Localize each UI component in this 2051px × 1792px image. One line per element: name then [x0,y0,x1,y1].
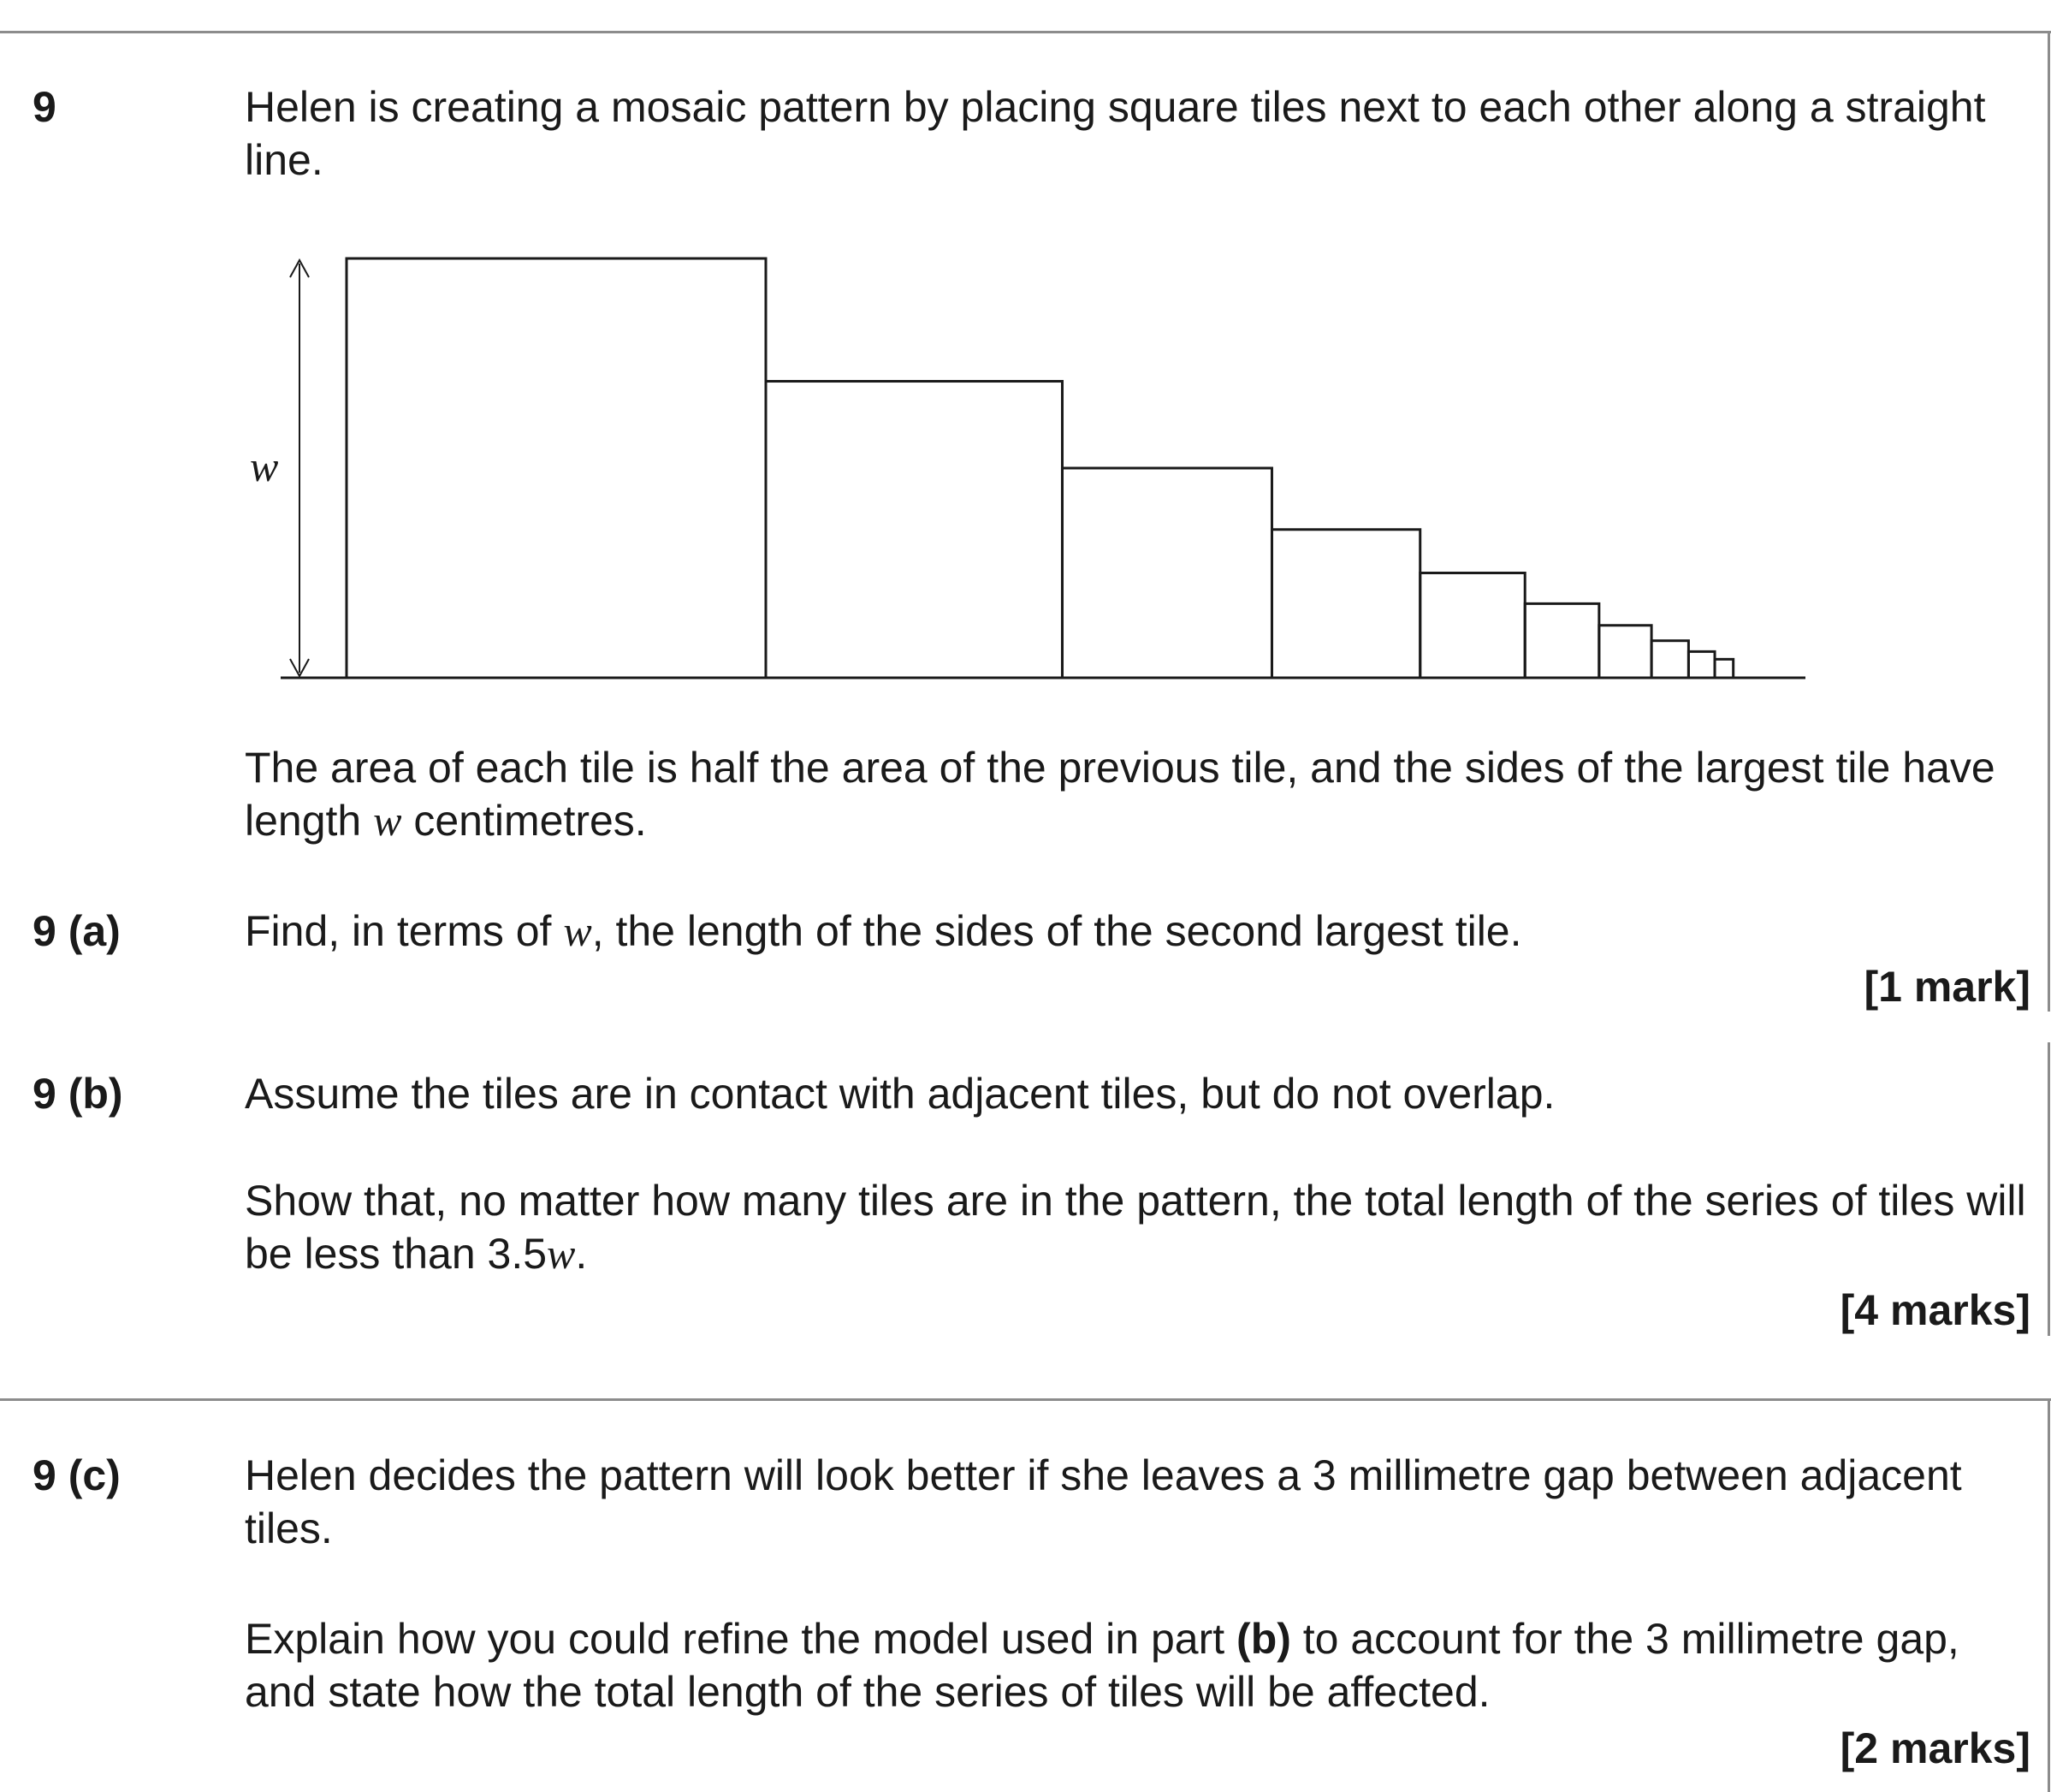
tile-info-text-b: centimetres. [401,797,647,845]
part-c-marks: [2 marks] [1840,1724,2030,1772]
part-a-text [245,905,2033,958]
tile-info-text-a: The area of each tile is half the area of the previous tile, and the sides of the largest tile have length [245,744,1995,845]
part-a-text-b: , the length of the sides of the second largest tile. [591,907,1522,955]
part-b-variable: w [547,1230,576,1278]
part-b-marks: [4 marks] [1840,1286,2030,1334]
part-c-text-2 [245,1612,2033,1718]
tile-4 [1272,530,1420,678]
part-b-text-2b: . [575,1230,588,1278]
tiles-group [347,258,1734,678]
question-number: 9 [33,83,56,131]
tile-6 [1525,603,1599,678]
part-a-text-a: Find, in terms of [245,907,564,955]
tile-5 [1420,573,1526,679]
part-a-number: 9 (a) [33,907,121,955]
tile-2 [766,382,1062,678]
part-a-variable: w [563,907,592,955]
part-b-number: 9 (b) [33,1070,123,1118]
part-c-text-2b: to account for the 3 millimetre gap, and state how the total length of the series of tiles will be affected. [245,1615,1959,1716]
tile-7 [1599,626,1651,678]
tile-9 [1688,651,1715,678]
tile-info-variable: w [373,797,402,845]
part-a-marks: [1 mark] [1864,963,2030,1011]
part-b-text-2 [245,1174,2033,1280]
part-c-text-1: Helen decides the pattern will look better if she leaves a 3 millimetre gap between adjacent tiles. [245,1451,1962,1552]
tile-3 [1062,468,1272,678]
part-b-text-1: Assume the tiles are in contact with adjacent tiles, but do not overlap. [245,1070,1556,1118]
tile-1 [347,258,766,678]
part-c-number: 9 (c) [33,1451,121,1499]
part-c-text-2a: Explain how you could refine the model used in part [245,1615,1237,1663]
tile-10 [1715,659,1734,678]
part-c-bold-ref: (b) [1236,1615,1291,1663]
part-b-text-2a: Show that, no matter how many tiles are in the pattern, the total length of the series of tiles will be less than 3.5 [245,1177,2026,1278]
tile-8 [1651,641,1688,678]
question-intro: Helen is creating a mosaic pattern by placing square tiles next to each other along a straight line. [245,83,1986,184]
width-label: w [250,442,279,490]
tile-info [245,741,2033,847]
